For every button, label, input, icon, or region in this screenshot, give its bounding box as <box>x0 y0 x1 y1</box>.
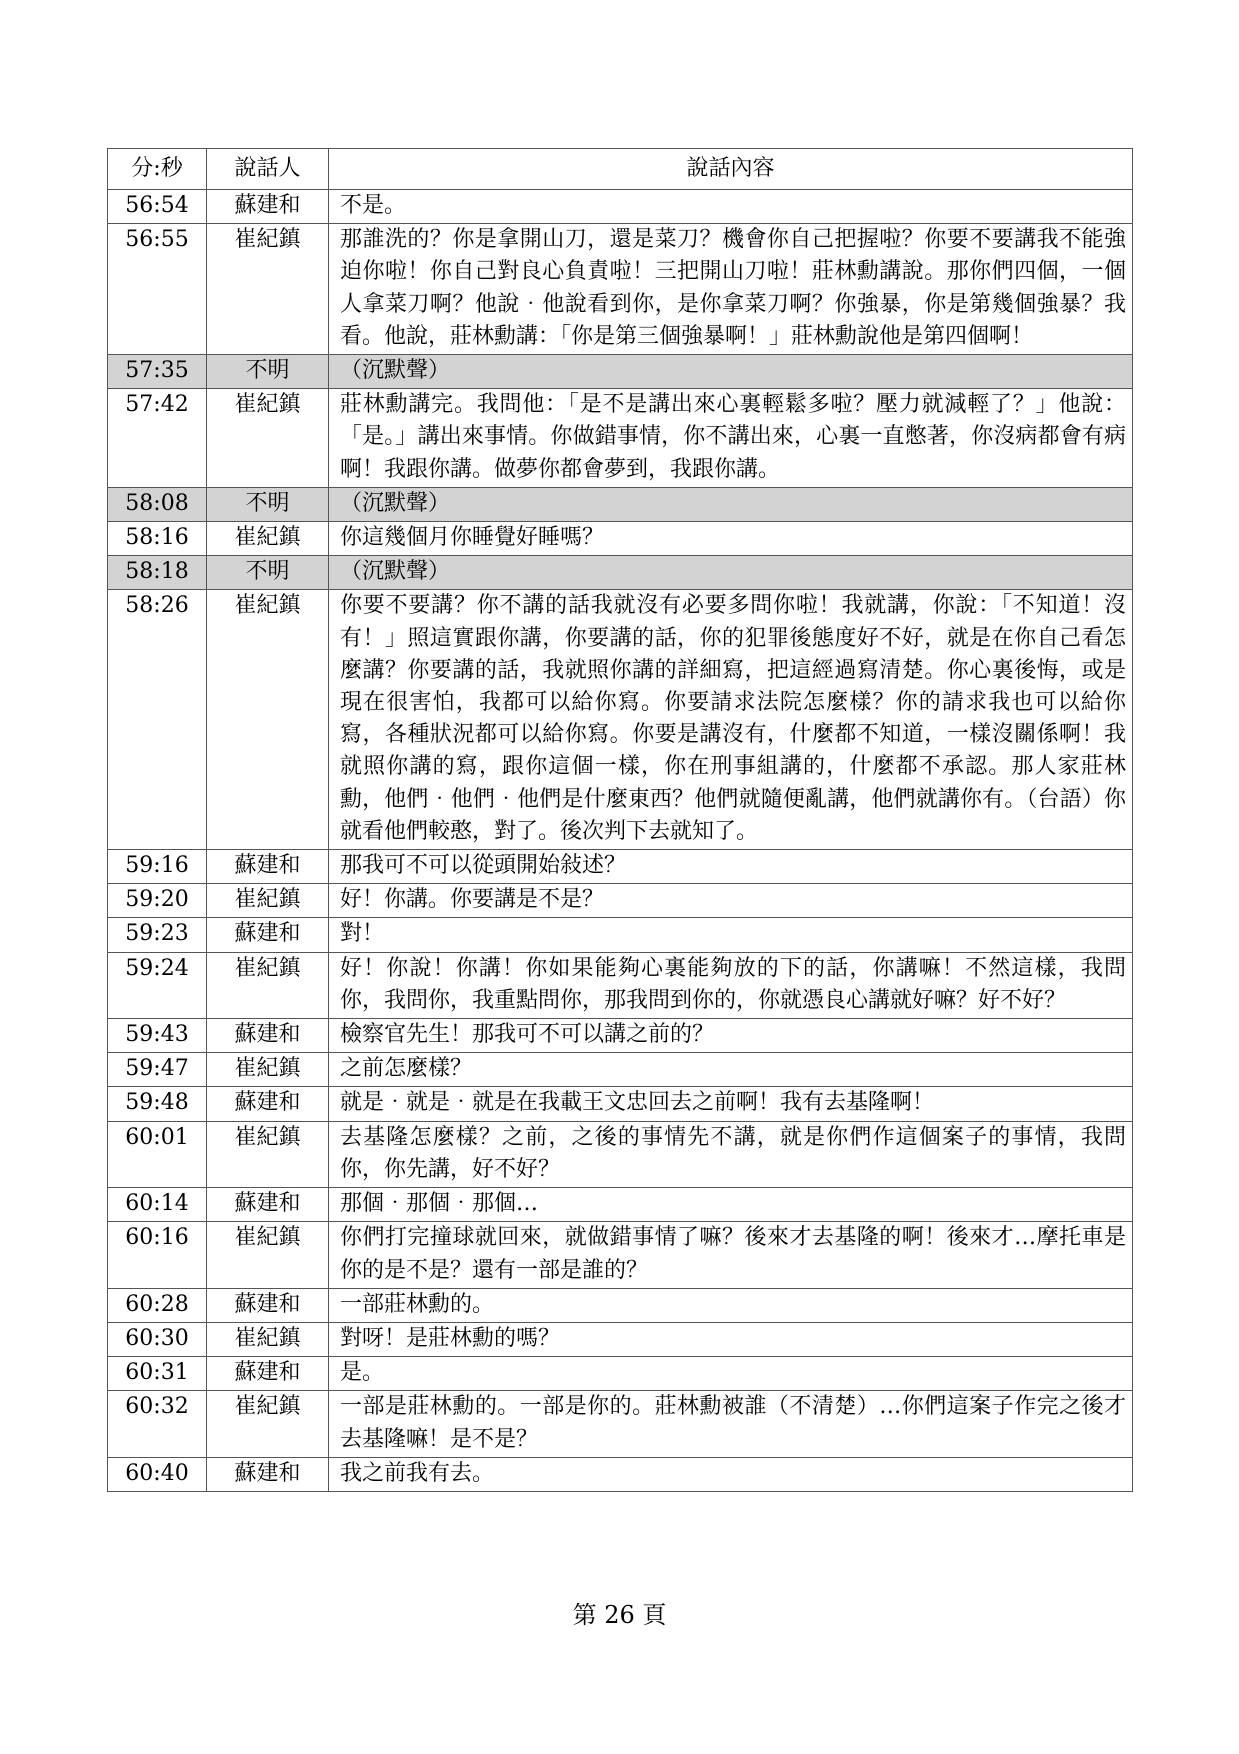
table-row <box>108 1391 1133 1457</box>
row-time: 56:55 <box>108 224 207 355</box>
table-row <box>108 1053 1133 1087</box>
row-content: 我之前我有去。 <box>329 1457 1133 1491</box>
table-row <box>108 1019 1133 1053</box>
row-time: 60:16 <box>108 1222 207 1288</box>
row-content: 對！ <box>329 918 1133 952</box>
row-speaker: 蘇建和 <box>207 918 329 952</box>
row-time: 59:16 <box>108 850 207 884</box>
table-row <box>108 1322 1133 1356</box>
table-row <box>108 224 1133 355</box>
row-time: 60:40 <box>108 1457 207 1491</box>
row-content: 一部莊林勳的。 <box>329 1288 1133 1322</box>
table-row <box>108 884 1133 918</box>
row-time: 58:26 <box>108 590 207 850</box>
row-speaker: 蘇建和 <box>207 1288 329 1322</box>
table-body <box>108 190 1133 1492</box>
row-content: 那誰洗的？你是拿開山刀，還是菜刀？機會你自己把握啦？你要不要講我不能強迫你啦！你自己對良心負責啦！三把開山刀啦！莊林勳講說。那你們四個，一個人拿菜刀啊？他說‧他說看到你，是你拿菜刀啊？你強暴，你是第幾個強暴？我看。他說，莊林勳講：「你是第三個強暴啊！」莊林勳說他是第四個啊！ <box>329 224 1133 355</box>
row-content: 莊林勳講完。我問他：「是不是講出來心裏輕鬆多啦？壓力就減輕了？」他說：「是。」講出來事情。你做錯事情，你不講出來，心裏一直憋著，你沒病都會有病啊！我跟你講。做夢你都會夢到，我跟你講。 <box>329 389 1133 488</box>
row-time: 60:30 <box>108 1322 207 1356</box>
row-time: 58:18 <box>108 556 207 590</box>
row-time: 60:31 <box>108 1357 207 1391</box>
row-speaker: 崔紀鎮 <box>207 590 329 850</box>
row-time: 58:16 <box>108 522 207 556</box>
row-content: 不是。 <box>329 190 1133 224</box>
header-time: 分:秒 <box>108 149 207 190</box>
transcript-table <box>107 148 1133 1492</box>
row-speaker: 崔紀鎮 <box>207 522 329 556</box>
page-number: 第 26 頁 <box>572 1601 667 1629</box>
table-row <box>108 918 1133 952</box>
table-row <box>108 1188 1133 1222</box>
row-time: 59:47 <box>108 1053 207 1087</box>
table-row <box>108 1121 1133 1187</box>
row-speaker: 蘇建和 <box>207 1188 329 1222</box>
row-content: （沉默聲） <box>329 487 1133 521</box>
row-speaker: 崔紀鎮 <box>207 884 329 918</box>
row-content: 一部是莊林勳的。一部是你的。莊林勳被誰（不清楚）…你們這案子作完之後才去基隆嘛！是不是？ <box>329 1391 1133 1457</box>
row-speaker: 崔紀鎮 <box>207 1322 329 1356</box>
row-time: 57:35 <box>108 355 207 389</box>
table-row <box>108 1087 1133 1121</box>
table-header-row <box>108 149 1133 190</box>
row-content: 你這幾個月你睡覺好睡嗎？ <box>329 522 1133 556</box>
row-speaker: 崔紀鎮 <box>207 952 329 1018</box>
row-content: （沉默聲） <box>329 355 1133 389</box>
table-row <box>108 556 1133 590</box>
row-content: 那我可不可以從頭開始敍述？ <box>329 850 1133 884</box>
table-row <box>108 522 1133 556</box>
row-time: 56:54 <box>108 190 207 224</box>
row-speaker: 蘇建和 <box>207 850 329 884</box>
table-row <box>108 1222 1133 1288</box>
row-speaker: 蘇建和 <box>207 1357 329 1391</box>
row-time: 59:20 <box>108 884 207 918</box>
row-speaker: 崔紀鎮 <box>207 1222 329 1288</box>
table-row <box>108 355 1133 389</box>
header-content: 說話內容 <box>329 149 1133 190</box>
row-content: 就是‧就是‧就是在我載王文忠回去之前啊！我有去基隆啊！ <box>329 1087 1133 1121</box>
row-time: 57:42 <box>108 389 207 488</box>
header-speaker: 說話人 <box>207 149 329 190</box>
row-content: 對呀！是莊林勳的嗎？ <box>329 1322 1133 1356</box>
row-time: 59:23 <box>108 918 207 952</box>
row-time: 60:32 <box>108 1391 207 1457</box>
table-row <box>108 1357 1133 1391</box>
row-speaker: 不明 <box>207 355 329 389</box>
row-content: 你要不要講？你不講的話我就沒有必要多問你啦！我就講，你說：「不知道！沒有！」照這實跟你講，你要講的話，你的犯罪後態度好不好，就是在你自己看怎麼講？你要講的話，我就照你講的詳細寫，把這經過寫清楚。你心裏後悔，或是現在很害怕，我都可以給你寫。你要請求法院怎麼樣？你的請求我也可以給你寫，各種狀況都可以給你寫。你要是講沒有，什麼都不知道，一樣沒關係啊！我就照你講的寫，跟你這個一樣，你在刑事組講的，什麼都不承認。那人家莊林勳，他們‧他們‧他們是什麼東西？他們就隨便亂講，他們就講你有。（台語）你就看他們較憨，對了。後次判下去就知了。 <box>329 590 1133 850</box>
row-speaker: 不明 <box>207 487 329 521</box>
row-content: 檢察官先生！那我可不可以講之前的？ <box>329 1019 1133 1053</box>
row-time: 58:08 <box>108 487 207 521</box>
table-row <box>108 487 1133 521</box>
table-row <box>108 952 1133 1018</box>
table-row <box>108 1457 1133 1491</box>
row-content: 好！你說！你講！你如果能夠心裏能夠放的下的話，你講嘛！不然這樣，我問你，我問你，我重點問你，那我問到你的，你就憑良心講就好嘛？好不好？ <box>329 952 1133 1018</box>
row-speaker: 蘇建和 <box>207 190 329 224</box>
row-speaker: 崔紀鎮 <box>207 1121 329 1187</box>
row-speaker: 崔紀鎮 <box>207 1391 329 1457</box>
row-content: 那個‧那個‧那個… <box>329 1188 1133 1222</box>
row-content: 去基隆怎麼樣？之前，之後的事情先不講，就是你們作這個案子的事情，我問你，你先講，好不好？ <box>329 1121 1133 1187</box>
row-speaker: 崔紀鎮 <box>207 1053 329 1087</box>
row-speaker: 不明 <box>207 556 329 590</box>
row-speaker: 蘇建和 <box>207 1457 329 1491</box>
row-content: 是。 <box>329 1357 1133 1391</box>
row-content: （沉默聲） <box>329 556 1133 590</box>
row-time: 60:28 <box>108 1288 207 1322</box>
row-speaker: 崔紀鎮 <box>207 224 329 355</box>
row-content: 好！你講。你要講是不是？ <box>329 884 1133 918</box>
row-content: 之前怎麼樣？ <box>329 1053 1133 1087</box>
table-row <box>108 590 1133 850</box>
row-speaker: 蘇建和 <box>207 1019 329 1053</box>
row-content: 你們打完撞球就回來，就做錯事情了嘛？後來才去基隆的啊！後來才…摩托車是你的是不是？還有一部是誰的？ <box>329 1222 1133 1288</box>
row-time: 60:14 <box>108 1188 207 1222</box>
table-row <box>108 190 1133 224</box>
table-row <box>108 850 1133 884</box>
row-speaker: 崔紀鎮 <box>207 389 329 488</box>
row-time: 59:43 <box>108 1019 207 1053</box>
row-time: 60:01 <box>108 1121 207 1187</box>
table-row <box>108 389 1133 488</box>
row-time: 59:24 <box>108 952 207 1018</box>
row-speaker: 蘇建和 <box>207 1087 329 1121</box>
table-row <box>108 1288 1133 1322</box>
row-time: 59:48 <box>108 1087 207 1121</box>
